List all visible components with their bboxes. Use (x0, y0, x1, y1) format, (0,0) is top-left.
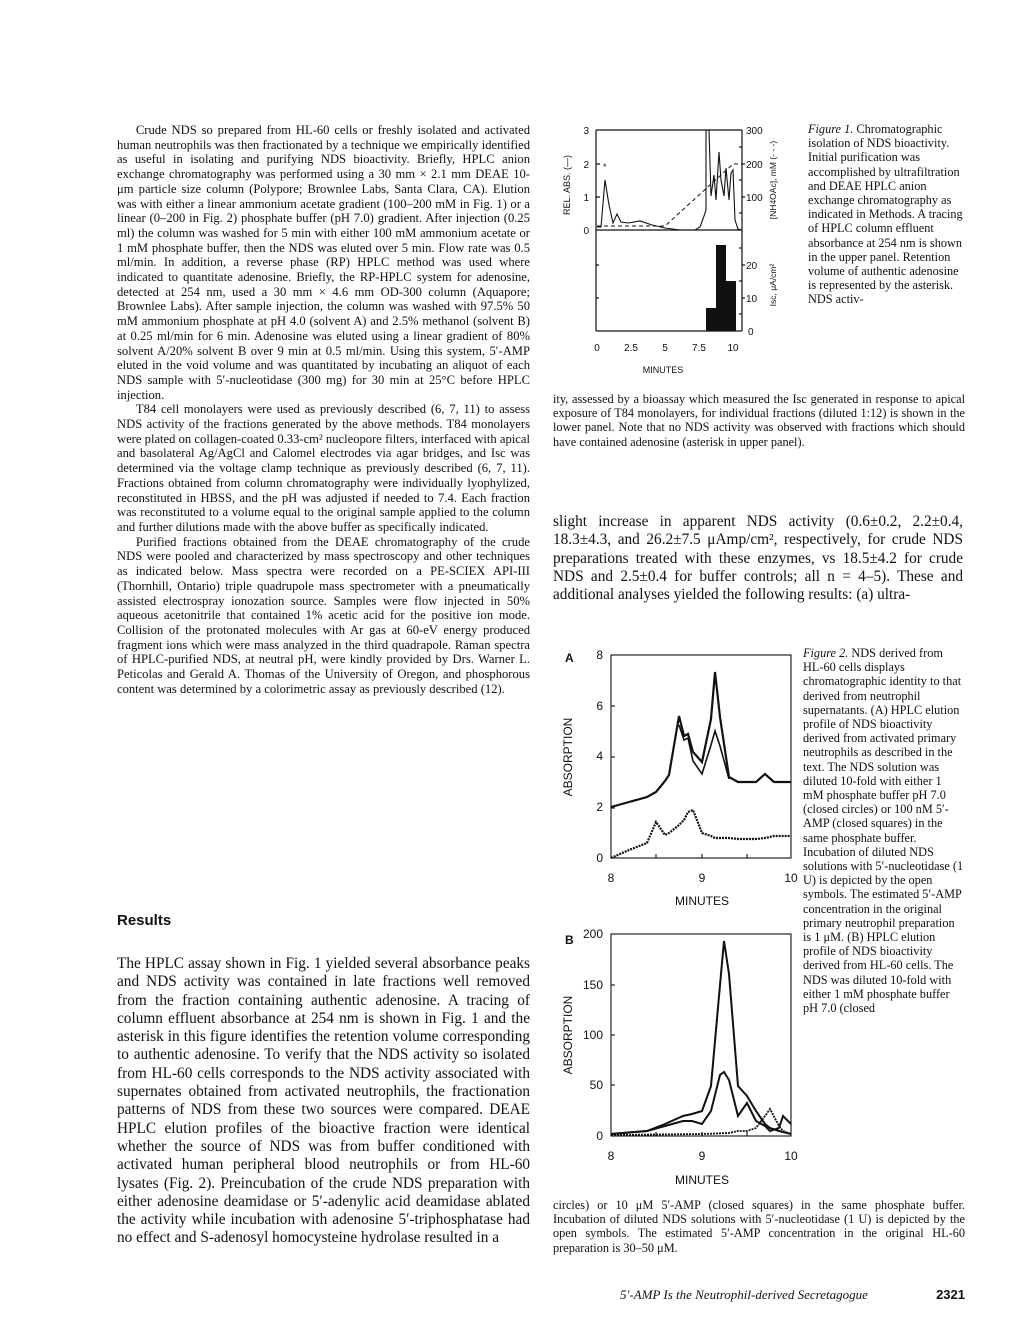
tick-label: 10 (746, 294, 758, 305)
tick-label: 10 (784, 871, 798, 885)
tick-label: 2.5 (624, 343, 638, 354)
tick-label: 20 (746, 261, 758, 272)
x-axis-label: MINUTES (675, 894, 729, 908)
tick-label: 100 (746, 193, 763, 204)
tick-label: 10 (784, 1149, 798, 1163)
figure-2-caption-text: NDS derived from HL-60 cells displays chromatographic identity to that derived from neutrophil supernatants. (A) HPLC elution profile of NDS bioactivity derived from activated primary neutrophils as described in the text. The NDS solution was diluted 10-fold with either 1 mM phosphate buffer pH 7.0 (closed circles) or 100 nM 5′-AMP (closed squares) in the same phosphate buffer. Incubation of diluted NDS solutions with 5′-nucleotidase (1 U) is depicted by the open symbols. The estimated 5′-AMP concentration in the original primary neutrophil preparation is 1 μM. (B) HPLC elution profile of NDS bioactivity derived from HL-60 cells. The NDS was diluted 10-fold with either 1 mM phosphate buffer pH 7.0 (closed (803, 646, 964, 1016)
methods-paragraph-hplc: Crude NDS so prepared from HL-60 cells or freshly isolated and activated human neutrophils was then fractionated by a technique we empirically identified as useful in isolating and purifying NDS bioactivity. Briefly, HPLC anion exchange chromatography was performed using a 30 mm × 2.1 mm DEAE 10-μm particle size column (Polypore; Brownlee Labs, Santa Clara, CA). Elution was with either a linear ammonium acetate gradient (100–200 mM in Fig. 1) or a linear (0–200 in Fig. 2) phosphate buffer (pH 7.0) gradient. After injection (0.25 ml) the column was washed for 5 min with either 100 mM ammonium acetate or 1 mM phosphate buffer, then the NDS was eluted over 5 min. Flow rate was 0.5 ml/min. In addition, a reverse phase (RP) HPLC method was used where indicated to quantitate adenosine. Briefly, the RP-HPLC system for adenosine, detected at 254 nm, used a 30 mm × 4.6 mm OD-300 column (Aquapore; Brownlee Labs). After sample injection, the column was washed with 97.5% 50 mM ammonium phosphate at pH 4.0 (solvent A) and 2.5% methanol (solvent B) at 0.25 ml/min for 6 min. Adenosine was eluted using a linear gradient of 80% solvent A/20% solvent B over 9 min at 0.5 ml/min. Using this system, 5′-AMP eluted in the void volume and was quantitated by incubating an aliquot of each NDS sample with 5′-nucleotidase (300 mg) for 30 min at 25°C before HPLC injection. (117, 123, 530, 402)
figure-2-caption (803, 646, 965, 1015)
results-paragraph: The HPLC assay shown in Fig. 1 yielded several absorbance peaks and NDS activity was contained in late fractions well removed from the fraction containing authentic adenosine. A tracing of column effluent absorbance at 254 nm is shown in Fig. 1 and the asterisk in this figure identifies the retention volume corresponding to authentic adenosine. To verify that the NDS activity so isolated from HL-60 cells corresponds to the NDS activity associated with supernates obtained from activated neutrophils, the fractionation patterns of NDS from these two sources were compared. DEAE HPLC elution profiles of the bioactive fraction were identical whether the source of NDS was from buffer conditioned with activated human peripheral blood neutrophils or from HL-60 lysates (Fig. 2). Preincubation of the crude NDS preparation with either adenosine deamidase or 5′-adenylic acid deamidase ablated the activity while incubation with adenosine 5′-triphosphatase had no effect and S-adenosyl homocysteine hydrolase resulted in a (117, 955, 530, 1247)
y-axis-label-right-top: [NH4OAc], mM (- - -) (768, 140, 778, 220)
tick-label: 10 (727, 343, 739, 354)
tick-label: 3 (583, 126, 589, 137)
panel-a-label: A (565, 651, 574, 665)
tick-label: 8 (596, 648, 603, 662)
tick-label: 200 (582, 927, 603, 941)
x-axis-label: MINUTES (642, 365, 684, 375)
x-axis-label: MINUTES (675, 1173, 729, 1187)
tick-label: 5 (662, 343, 668, 354)
tick-label: 200 (746, 160, 763, 171)
tick-label: 4 (596, 749, 603, 763)
tick-label: 8 (607, 871, 615, 885)
y-axis-label: ABSORPTION (561, 717, 575, 797)
figure-1-caption-text: Chromatographic isolation of NDS bioactivity. Initial purification was accomplished by ultrafiltration and DEAE HPLC anion exchange chromatography as indicated in Methods. A tracing of HPLC column effluent absorbance at 254 nm is shown in the upper panel. Retention volume of authentic adenosine is represented by the asterisk. NDS activ- (808, 122, 963, 307)
tick-label: 0 (583, 226, 589, 237)
tick-label: 8 (607, 1149, 615, 1163)
tick-label: 150 (582, 978, 603, 992)
tick-label: 100 (582, 1028, 603, 1042)
tick-label: 50 (589, 1078, 603, 1092)
tick-label: 6 (596, 699, 603, 713)
tick-label: 2 (583, 160, 589, 171)
figure-2a-chart (545, 640, 803, 915)
tick-label: 9 (698, 1149, 706, 1163)
figure-1-caption (808, 122, 963, 307)
results-continued-paragraph: slight increase in apparent NDS activity (0.6±0.2, 2.2±0.4, 18.3±4.3, and 26.2±7.5 μAmp/cm², respectively, for crude NDS preparations treated with these enzymes, vs 18.5±4.2 for crude NDS and 2.5±0.4 for buffer controls; all n = 4–5). These and additional analyses yielded the following results: (a) ultra- (553, 513, 963, 604)
tick-label: 0 (596, 1129, 603, 1143)
tick-label: 0 (596, 851, 603, 865)
methods-paragraph-t84: T84 cell monolayers were used as previously described (6, 7, 11) to assess NDS activity of the fractions generated by the above methods. T84 monolayers were plated on collagen-coated 0.33-cm² nucleopore filters, interfaced with apical and basolateral Ag/AgCl and Calomel electrodes via agar bridges, and Isc was determined via the voltage clamp technique as previously described (6, 7, 11). Fractions obtained from column chromatography were individually lyophylized, reconstituted in HBSS, and the pH was adjusted if needed to 7.4. Each fraction was reconstituted to a volume equal to the original sample applied to the column and further dilutions made with the above buffer as specifically indicated. (117, 402, 530, 534)
tick-label: 0 (594, 343, 600, 354)
figure-1-caption-continued: ity, assessed by a bioassay which measured the Isc generated in response to apical exposure of T84 monolayers, for individual fractions (diluted 1:12) is shown in the lower panel. Note that no NDS activity was observed with fractions which should have contained adenosine (asterisk in upper panel). (553, 392, 965, 449)
results-heading: Results (117, 912, 172, 929)
figure-2b-chart (545, 915, 803, 1200)
panel-b-label: B (565, 933, 574, 947)
methods-paragraph-mass-spec: Purified fractions obtained from the DEAE chromatography of the crude NDS were pooled and characterized by mass spectroscopy and other techniques as indicated below. Mass spectra were recorded on a PE-SCIEX API-III (Thornhill, Ontario) triple quadrupole mass spectrometer with a pneumatically assisted electrospray ionozation source. Samples were flow injected in 50% aqueous acetonitrile that contained 1% acetic acid for the positive ion mode. Collision of the protonated molecules with Ar gas at 60-eV energy produced fragment ions which were mass analyzed in the third quadrapole. Raman spectra of HPLC-purified NDS, at neutral pH, were kindly provided by Drs. Warner L. Peticolas and Gerald A. Thomas of the University of Oregon, and phosphorous content was determined by a colorimetric assay as previously described (12). (117, 534, 530, 696)
tick-label: 2 (596, 800, 603, 814)
figure-2-label: Figure 2. (803, 646, 849, 660)
y-axis-label-right-bottom: Isc, μA/cm² (768, 263, 778, 307)
tick-label: 300 (746, 126, 763, 137)
tick-label: 0 (748, 327, 754, 338)
figure-2-caption-continued: circles) or 10 μM 5′-AMP (closed squares) in the same phosphate buffer. Incubation of diluted NDS solutions with 5′-nucleotidase (1 U) is depicted by the open symbols. The estimated 5′-AMP concentration in the original HL-60 preparation is 30–50 μM. (553, 1198, 965, 1255)
tick-label: 7.5 (692, 343, 706, 354)
figure-1-chart (545, 115, 805, 395)
tick-label: 1 (583, 193, 589, 204)
tick-label: 9 (698, 871, 706, 885)
figure-1-label: Figure 1. (808, 122, 854, 136)
adenosine-asterisk: * (603, 162, 607, 172)
methods-section (117, 123, 530, 696)
y-axis-label-left: REL. ABS. (—) (562, 154, 572, 216)
running-title: 5′-AMP Is the Neutrophil-derived Secretagogue (620, 1287, 868, 1302)
y-axis-label: ABSORPTION (561, 995, 575, 1075)
page-number: 2321 (936, 1287, 965, 1302)
